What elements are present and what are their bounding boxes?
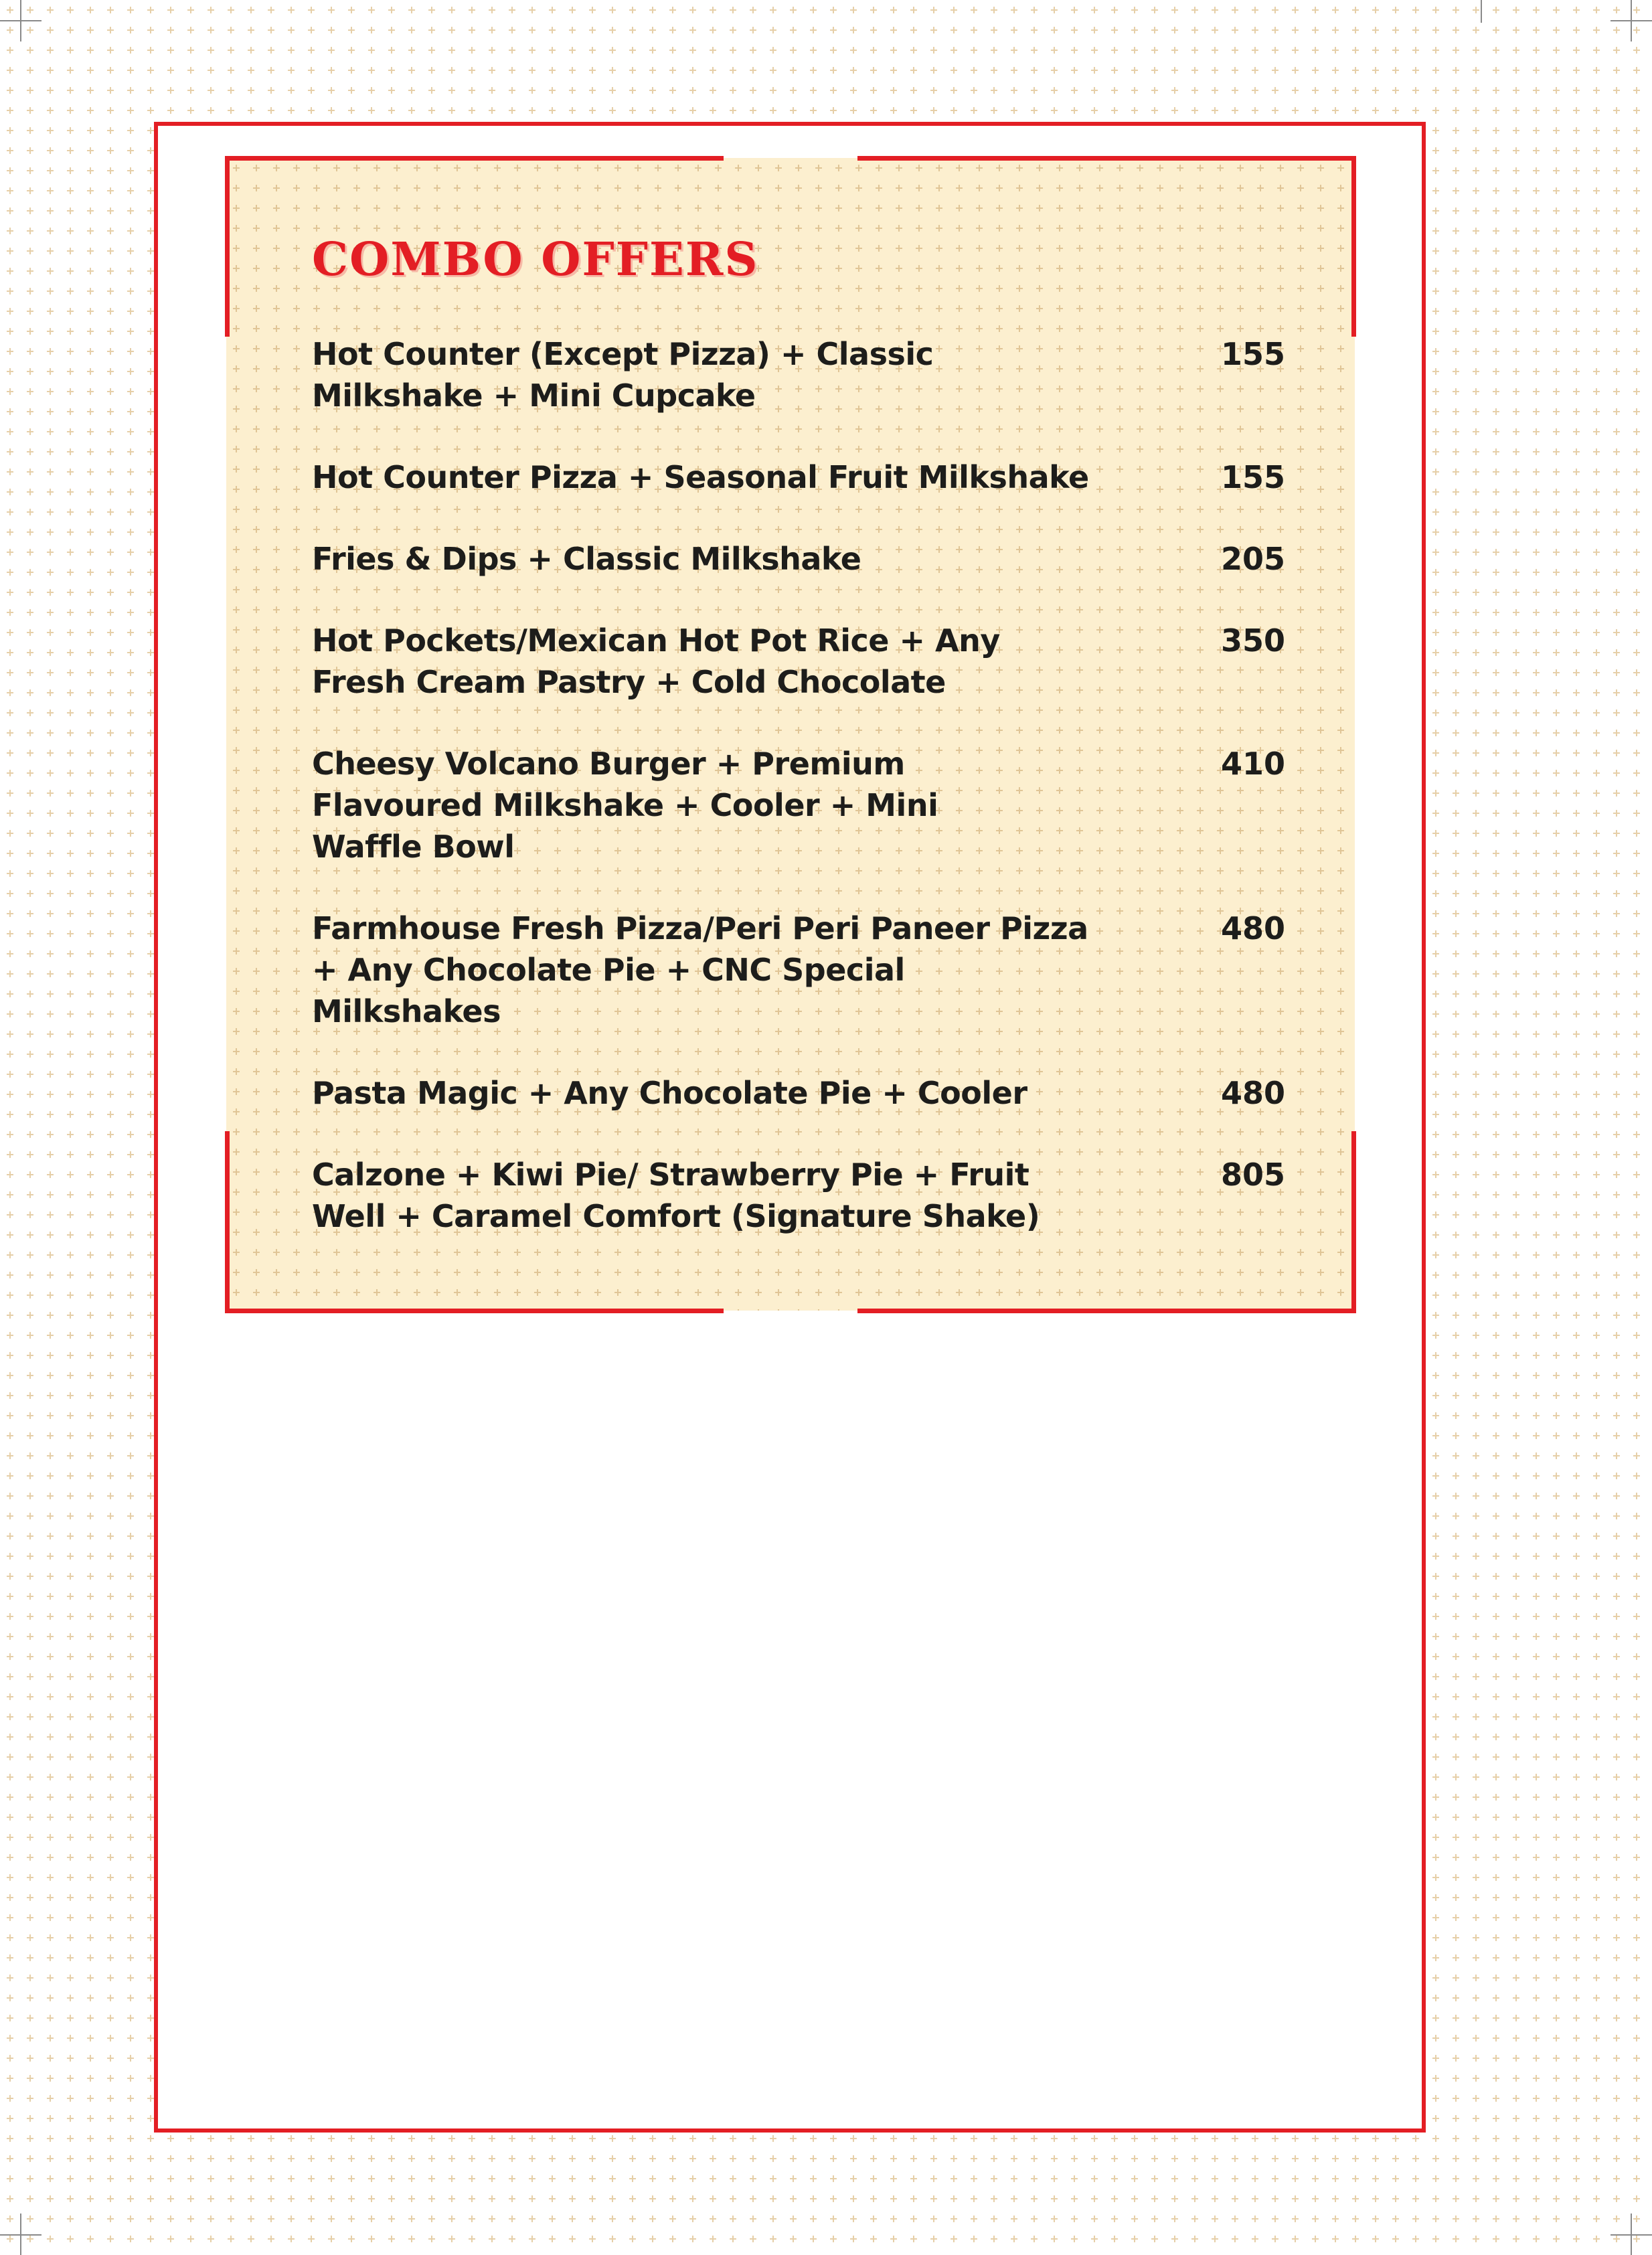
list-item xyxy=(312,620,1289,703)
crop-mark xyxy=(20,0,21,41)
list-item xyxy=(312,1072,1289,1114)
combo-price: 480 xyxy=(1220,1075,1285,1111)
combo-name: Calzone + Kiwi Pie/ Strawberry Pie + Fruit Well + Caramel Comfort (Signature Shake) xyxy=(312,1157,1040,1234)
list-item xyxy=(312,333,1289,416)
combo-list xyxy=(312,333,1289,1277)
combo-price: 410 xyxy=(1220,746,1285,782)
combo-name: Fries & Dips + Classic Milkshake xyxy=(312,541,861,577)
list-item xyxy=(312,1154,1289,1237)
combo-name: Cheesy Volcano Burger + Premium Flavoured Milkshake + Cooler + Mini Waffle Bowl xyxy=(312,746,938,865)
combo-price: 205 xyxy=(1220,541,1285,577)
combo-name: Hot Counter Pizza + Seasonal Fruit Milkshake xyxy=(312,459,1089,495)
list-item xyxy=(312,743,1289,867)
crop-mark xyxy=(20,2214,21,2255)
bracket-top-right-horizontal xyxy=(857,156,1356,161)
bracket-bottom-left-vertical xyxy=(225,1131,230,1313)
list-item xyxy=(312,908,1289,1032)
combo-name: Hot Counter (Except Pizza) + Classic Milkshake + Mini Cupcake xyxy=(312,336,934,414)
crop-mark xyxy=(1631,0,1632,41)
combo-price: 155 xyxy=(1220,459,1285,495)
bracket-bottom-right-vertical xyxy=(1351,1131,1356,1313)
bracket-top-right-vertical xyxy=(1351,156,1356,337)
bracket-top-left-vertical xyxy=(225,156,230,337)
combo-price: 350 xyxy=(1220,622,1285,659)
crop-mark xyxy=(1481,0,1482,23)
combo-name: Pasta Magic + Any Chocolate Pie + Cooler xyxy=(312,1075,1027,1111)
crop-mark xyxy=(1631,2214,1632,2255)
list-item xyxy=(312,456,1289,498)
combo-price: 480 xyxy=(1220,910,1285,946)
combo-name: Farmhouse Fresh Pizza/Peri Peri Paneer Pizza + Any Chocolate Pie + CNC Special Milkshakes xyxy=(312,910,1088,1029)
section-title: COMBO OFFERS xyxy=(312,233,759,286)
bracket-top-left-horizontal xyxy=(225,156,724,161)
combo-price: 155 xyxy=(1220,336,1285,372)
list-item xyxy=(312,538,1289,580)
bracket-bottom-right-horizontal xyxy=(857,1309,1356,1313)
combo-name: Hot Pockets/Mexican Hot Pot Rice + Any Fresh Cream Pastry + Cold Chocolate xyxy=(312,622,1000,700)
bracket-bottom-left-horizontal xyxy=(225,1309,724,1313)
combo-price: 805 xyxy=(1220,1157,1285,1193)
